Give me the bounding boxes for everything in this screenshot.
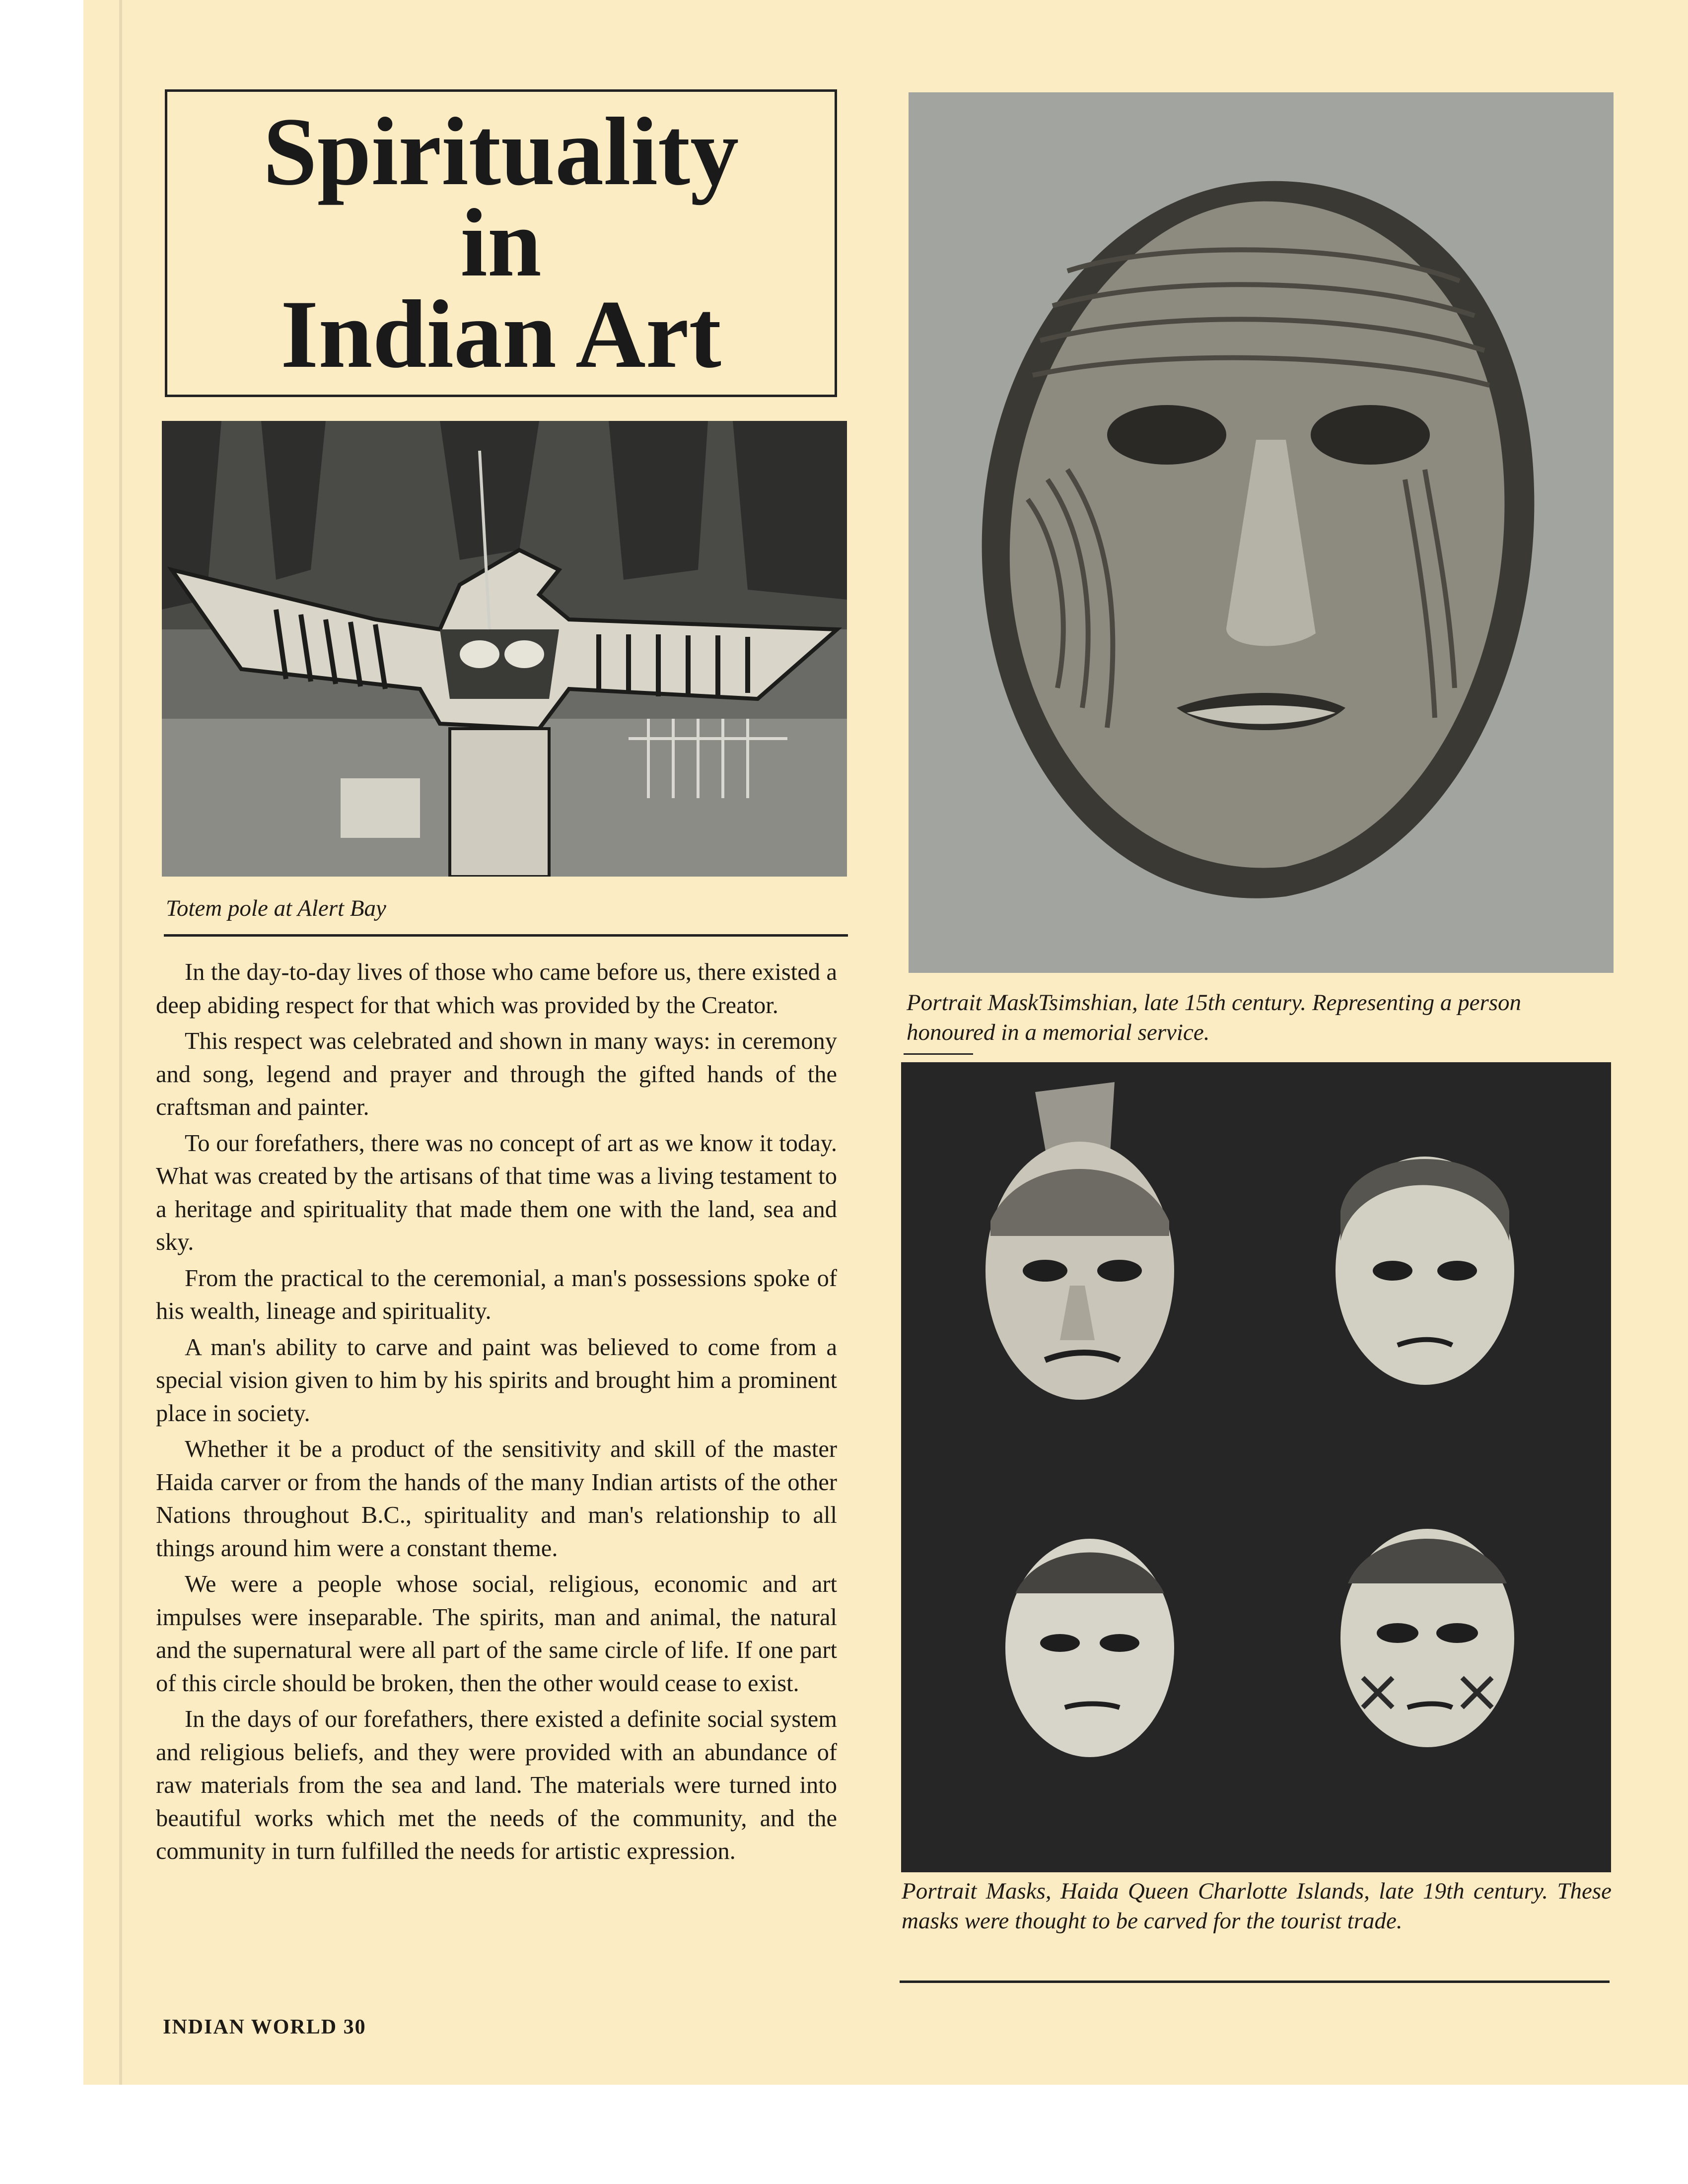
- masks-top-rule: [904, 1053, 973, 1055]
- headline-line-2: in: [460, 189, 542, 297]
- caption-rule-masks: [900, 1980, 1610, 1983]
- totem-pole-photo: [162, 421, 847, 877]
- article-paragraph: This respect was celebrated and shown in many ways: in ceremony and song, legend and prayer and through the gifted hands of the craftsman and painter.: [156, 1028, 837, 1120]
- portrait-mask-illustration: [909, 92, 1614, 973]
- totem-pole-illustration: [162, 421, 847, 877]
- page-edge: [119, 0, 122, 2085]
- article-paragraph: We were a people whose social, religious, economic and art impulses were inseparable. The spirits, man and animal, the natural and the supernatural were all part of the same circle of life. If one part of this circle should be broken, then the other would cease to exist.: [156, 1571, 837, 1697]
- article-paragraph: A man's ability to carve and paint was believed to come from a special vision given to him by his spirits and brought him a prominent place in society.: [156, 1334, 837, 1427]
- article-paragraph: In the day-to-day lives of those who came before us, there existed a deep abiding respect for that which was provided by the Creator.: [156, 959, 837, 1019]
- article-paragraph: Whether it be a product of the sensitivity and skill of the master Haida carver or from the hands of the many Indian artists of the other Nations throughout B.C., spirituality and man's relationship to all things around him were a constant theme.: [156, 1436, 837, 1562]
- haida-masks-illustration: [901, 1062, 1611, 1872]
- portrait-mask-photo: [909, 92, 1614, 973]
- headline-line-1: Spirituality: [263, 98, 739, 205]
- haida-masks-caption: Portrait Masks, Haida Queen Charlotte Islands, late 19th century. These masks were thought to be carved for the tourist trade.: [902, 1878, 1612, 1934]
- article-paragraph: From the practical to the ceremonial, a man's possessions spoke of his wealth, lineage and spirituality.: [156, 1265, 837, 1324]
- portrait-mask-caption: Portrait MaskTsimshian, late 15th century. Representing a person honoured in a memorial service.: [907, 990, 1522, 1045]
- article-paragraph: In the days of our forefathers, there existed a definite social system and religious beliefs, and they were provided with an abundance of raw materials from the sea and land. The materials were turned into beautiful works which met the needs of the community, and the community in turn fulfilled the needs for artistic expression.: [156, 1706, 837, 1864]
- haida-masks-photo: [901, 1062, 1611, 1872]
- article-paragraph: To our forefathers, there was no concept of art as we know it today. What was created by the artisans of that time was a living testament to a heritage and spirituality that made them one with the land, sea and sky.: [156, 1130, 837, 1255]
- totem-caption: Totem pole at Alert Bay: [166, 895, 386, 921]
- headline-line-3: Indian Art: [281, 280, 721, 388]
- page-folio: INDIAN WORLD 30: [163, 2016, 366, 2039]
- article-body: [156, 956, 837, 1871]
- caption-rule: [164, 934, 848, 937]
- headline-box: [165, 89, 837, 397]
